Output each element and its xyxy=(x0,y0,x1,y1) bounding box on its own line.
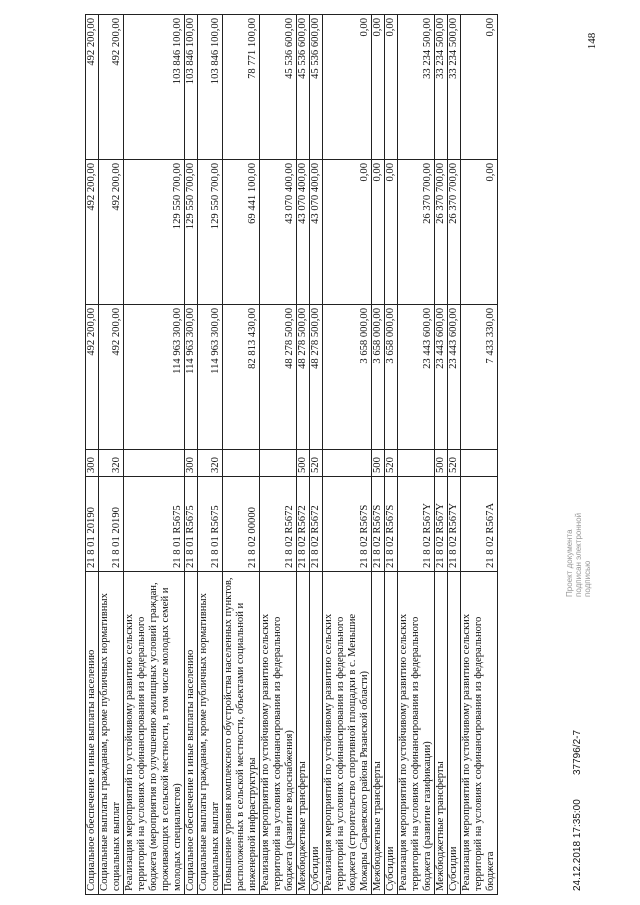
row-value-2019: 82 813 430,00 xyxy=(223,305,260,450)
row-code: 21 8 02 R567S xyxy=(372,477,385,572)
row-name: Социальное обеспечение и иные выплаты населению xyxy=(86,572,99,895)
row-value-2021: 0,00 xyxy=(461,15,498,160)
row-code: 21 8 02 R5672 xyxy=(297,477,310,572)
row-value-2020: 43 070 400,00 xyxy=(260,160,297,305)
row-value-2020: 43 070 400,00 xyxy=(297,160,310,305)
row-code: 21 8 02 R567A xyxy=(461,477,498,572)
row-value-2021: 103 846 100,00 xyxy=(185,15,198,160)
row-value-2019: 3 658 000,00 xyxy=(372,305,385,450)
row-vr: 520 xyxy=(310,450,323,477)
row-value-2020: 26 370 700,00 xyxy=(448,160,461,305)
row-name: Реализация мероприятий по устойчивому развитию сельских территорий на условиях софинансирования из федерального бюджета (развитие водоснабжения) xyxy=(260,572,297,895)
signature-stamp xyxy=(565,513,592,597)
row-vr: 500 xyxy=(372,450,385,477)
row-code: 21 8 01 R5675 xyxy=(198,477,223,572)
footer-timestamp: 24.12.2018 17:35:00 xyxy=(572,799,583,891)
row-value-2020: 43 070 400,00 xyxy=(310,160,323,305)
table-row xyxy=(310,15,323,895)
budget-table xyxy=(85,14,498,895)
row-value-2021: 0,00 xyxy=(372,15,385,160)
row-code: 21 8 02 R567Y xyxy=(435,477,448,572)
row-value-2020: 129 550 700,00 xyxy=(185,160,198,305)
table-row xyxy=(398,15,435,895)
row-value-2021: 0,00 xyxy=(385,15,398,160)
table-row xyxy=(223,15,260,895)
row-value-2019: 492 200,00 xyxy=(86,305,99,450)
row-value-2021: 103 846 100,00 xyxy=(124,15,185,160)
row-value-2021: 492 200,00 xyxy=(86,15,99,160)
row-value-2021: 103 846 100,00 xyxy=(198,15,223,160)
table-row xyxy=(323,15,372,895)
table-row xyxy=(448,15,461,895)
row-code: 21 8 02 R567S xyxy=(323,477,372,572)
rotated-page xyxy=(85,15,590,895)
row-name: Субсидии xyxy=(310,572,323,895)
row-code: 21 8 02 R567Y xyxy=(448,477,461,572)
row-name: Реализация мероприятий по устойчивому развитию сельских территорий на условиях софинансирования из федерального бюджета xyxy=(461,572,498,895)
row-value-2019: 492 200,00 xyxy=(99,305,124,450)
row-code: 21 8 01 20190 xyxy=(99,477,124,572)
row-code: 21 8 02 R567Y xyxy=(398,477,435,572)
row-value-2019: 48 278 500,00 xyxy=(310,305,323,450)
row-vr: 320 xyxy=(198,450,223,477)
row-value-2020: 26 370 700,00 xyxy=(398,160,435,305)
row-vr xyxy=(323,450,372,477)
row-name: Социальное обеспечение и иные выплаты населению xyxy=(185,572,198,895)
row-code: 21 8 02 R5672 xyxy=(310,477,323,572)
row-name: Межбюджетные трансферты xyxy=(372,572,385,895)
row-name: Реализация мероприятий по устойчивому развитию сельских территорий на условиях софинансирования из федерального бюджета (строительство спортивной площадки в с. Меньшие Можары Сараевского района Рязанской области) xyxy=(323,572,372,895)
row-name: Реализация мероприятий по устойчивому развитию сельских территорий на условиях софинансирования из федерального бюджета (мероприятия по улучшению жилищных условий граждан, проживающих в сельской местности, в том числе молодых семей и молодых специалистов) xyxy=(124,572,185,895)
row-vr xyxy=(398,450,435,477)
row-name: Повышение уровня комплексного обустройства населенных пунктов, расположенных в сельской местности, объектами социальной и инженерной инфраструктуры xyxy=(223,572,260,895)
row-value-2019: 23 443 600,00 xyxy=(448,305,461,450)
row-value-2019: 3 658 000,00 xyxy=(385,305,398,450)
row-value-2020: 0,00 xyxy=(372,160,385,305)
table-row xyxy=(385,15,398,895)
row-value-2020: 0,00 xyxy=(323,160,372,305)
table-row xyxy=(185,15,198,895)
row-value-2019: 3 658 000,00 xyxy=(323,305,372,450)
row-value-2019: 23 443 600,00 xyxy=(398,305,435,450)
row-value-2020: 492 200,00 xyxy=(86,160,99,305)
row-vr xyxy=(461,450,498,477)
stamp-line: подписан электронной xyxy=(574,512,583,597)
row-value-2019: 114 963 300,00 xyxy=(185,305,198,450)
row-name: Социальные выплаты гражданам, кроме публичных нормативных социальных выплат xyxy=(99,572,124,895)
row-name: Субсидии xyxy=(385,572,398,895)
table-row xyxy=(435,15,448,895)
table-row xyxy=(99,15,124,895)
row-value-2019: 48 278 500,00 xyxy=(260,305,297,450)
row-value-2020: 492 200,00 xyxy=(99,160,124,305)
row-code: 21 8 01 20190 xyxy=(86,477,99,572)
row-name: Межбюджетные трансферты xyxy=(297,572,310,895)
row-value-2021: 33 234 500,00 xyxy=(448,15,461,160)
row-value-2021: 45 536 600,00 xyxy=(297,15,310,160)
page-number: 148 xyxy=(586,32,598,50)
page-footer xyxy=(572,15,588,895)
row-name: Субсидии xyxy=(448,572,461,895)
row-vr: 500 xyxy=(297,450,310,477)
row-value-2021: 45 536 600,00 xyxy=(310,15,323,160)
row-vr xyxy=(124,450,185,477)
budget-table-body xyxy=(86,15,498,895)
table-row xyxy=(86,15,99,895)
row-value-2019: 7 433 330,00 xyxy=(461,305,498,450)
table-row xyxy=(372,15,385,895)
row-value-2019: 48 278 500,00 xyxy=(297,305,310,450)
row-value-2021: 0,00 xyxy=(323,15,372,160)
row-code: 21 8 02 00000 xyxy=(223,477,260,572)
row-value-2021: 33 234 500,00 xyxy=(398,15,435,160)
stamp-line: подписью xyxy=(583,560,592,597)
row-vr: 300 xyxy=(185,450,198,477)
row-value-2021: 78 771 100,00 xyxy=(223,15,260,160)
stamp-line: Проект документа xyxy=(565,529,574,597)
row-value-2021: 492 200,00 xyxy=(99,15,124,160)
row-vr: 500 xyxy=(435,450,448,477)
row-code: 21 8 01 R5675 xyxy=(124,477,185,572)
row-vr xyxy=(260,450,297,477)
row-name: Межбюджетные трансферты xyxy=(435,572,448,895)
row-value-2019: 114 963 300,00 xyxy=(124,305,185,450)
row-value-2021: 33 234 500,00 xyxy=(435,15,448,160)
row-value-2020: 0,00 xyxy=(461,160,498,305)
row-value-2019: 114 963 300,00 xyxy=(198,305,223,450)
row-value-2020: 129 550 700,00 xyxy=(198,160,223,305)
row-code: 21 8 01 R5675 xyxy=(185,477,198,572)
row-value-2020: 26 370 700,00 xyxy=(435,160,448,305)
row-code: 21 8 02 R5672 xyxy=(260,477,297,572)
row-name: Реализация мероприятий по устойчивому развитию сельских территорий на условиях софинансирования из федерального бюджета (развитие газификации) xyxy=(398,572,435,895)
row-vr: 520 xyxy=(385,450,398,477)
table-row xyxy=(198,15,223,895)
row-vr xyxy=(223,450,260,477)
row-vr: 320 xyxy=(99,450,124,477)
table-row xyxy=(124,15,185,895)
row-value-2021: 45 536 600,00 xyxy=(260,15,297,160)
row-vr: 520 xyxy=(448,450,461,477)
row-code: 21 8 02 R567S xyxy=(385,477,398,572)
row-value-2019: 23 443 600,00 xyxy=(435,305,448,450)
row-value-2020: 0,00 xyxy=(385,160,398,305)
row-value-2020: 129 550 700,00 xyxy=(124,160,185,305)
footer-doc-id: 37796/2-7 xyxy=(572,729,583,775)
row-name: Социальные выплаты гражданам, кроме публичных нормативных социальных выплат xyxy=(198,572,223,895)
table-row xyxy=(260,15,297,895)
row-value-2020: 69 441 100,00 xyxy=(223,160,260,305)
table-row xyxy=(461,15,498,895)
row-vr: 300 xyxy=(86,450,99,477)
table-row xyxy=(297,15,310,895)
